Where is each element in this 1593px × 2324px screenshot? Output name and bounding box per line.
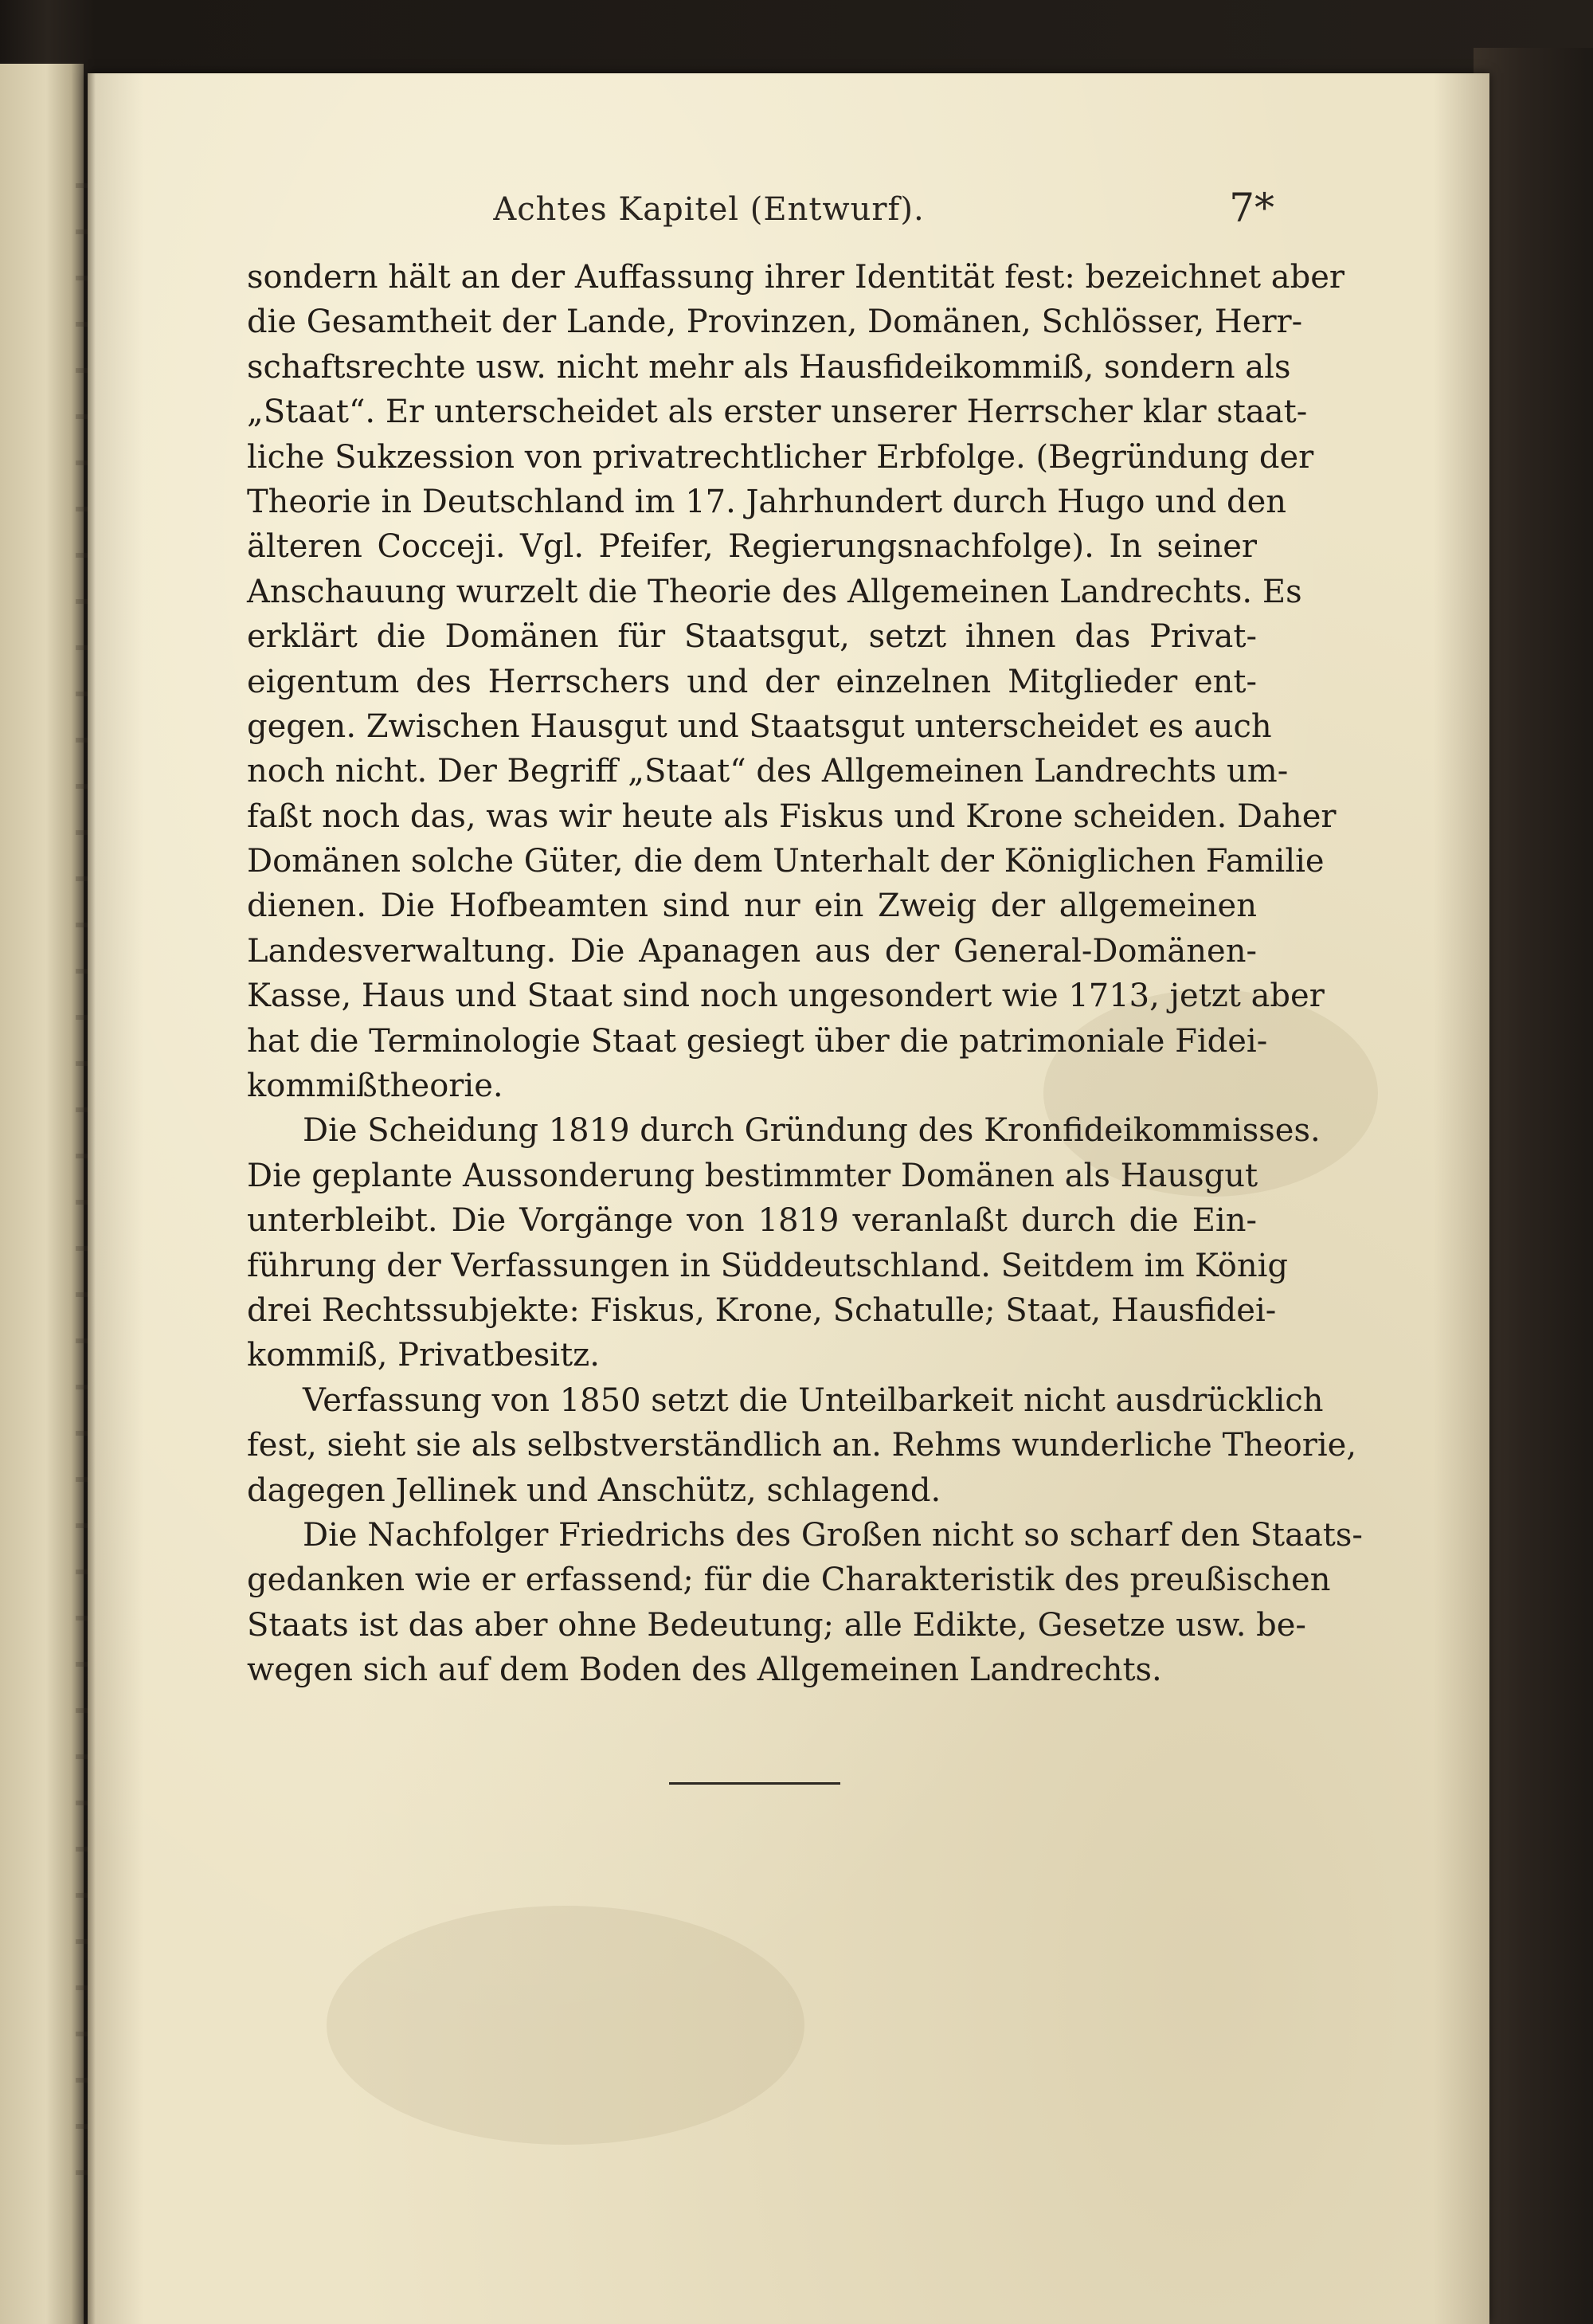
section-end-rule: [669, 1782, 840, 1785]
text-line: hat die Terminologie Staat gesiegt über die patrimoniale Fidei-: [247, 1022, 1268, 1060]
book-cover-edge: [1474, 48, 1593, 2324]
text-line: Staats ist das aber ohne Bedeutung; alle Edikte, Gesetze usw. be-: [247, 1606, 1306, 1644]
text-line: „Staat“. Er unterscheidet als erster unserer Herrscher klar staat-: [247, 394, 1308, 431]
text-line: fest, sieht sie als selbstverständlich an. Rehms wunderliche Theorie,: [247, 1427, 1357, 1464]
text-line: drei Rechtssubjekte: Fiskus, Krone, Schatulle; Staat, Hausfidei-: [247, 1291, 1277, 1329]
text-line: gedanken wie er erfassend; für die Charakteristik des preußischen: [247, 1562, 1331, 1599]
text-line: Anschauung wurzelt die Theorie des Allgemeinen Landrechts. Es: [247, 573, 1302, 610]
text-line: Theorie in Deutschland im 17. Jahrhundert durch Hugo und den: [247, 483, 1287, 520]
text-line: kommißtheorie.: [247, 1068, 503, 1105]
body-text: [247, 255, 1363, 1693]
text-line: noch nicht. Der Begriff „Staat“ des Allgemeinen Landrechts um-: [247, 753, 1289, 790]
text-line: dienen. Die Hofbeamten sind nur ein Zweig der allgemeinen: [247, 888, 1257, 925]
text-line: schaftsrechte usw. nicht mehr als Hausfideikommiß, sondern als: [247, 348, 1291, 386]
page-gutter-shadow: [88, 73, 96, 2324]
text-line: kommiß, Privatbesitz.: [247, 1337, 600, 1374]
page-number: 7*: [1229, 185, 1274, 231]
text-line: Die geplante Aussonderung bestimmter Domänen als Hausgut: [247, 1157, 1258, 1194]
text-line: Kasse, Haus und Staat sind noch ungesondert wie 1713, jetzt aber: [247, 978, 1325, 1015]
text-line: wegen sich auf dem Boden des Allgemeinen Landrechts.: [247, 1652, 1162, 1689]
text-line: eigentum des Herrschers und der einzelnen Mitglieder ent-: [247, 663, 1257, 700]
text-line: Verfassung von 1850 setzt die Unteilbarkeit nicht ausdrücklich: [303, 1381, 1324, 1419]
text-line: Die Nachfolger Friedrichs des Großen nicht so scharf den Staats-: [303, 1516, 1363, 1554]
text-line: unterbleibt. Die Vorgänge von 1819 veranlaßt durch die Ein-: [247, 1202, 1257, 1240]
text-line: Die Scheidung 1819 durch Gründung des Kronfideikommisses.: [303, 1112, 1321, 1150]
text-line: faßt noch das, was wir heute als Fiskus und Krone scheiden. Daher: [247, 798, 1337, 835]
text-line: erklärt die Domänen für Staatsgut, setzt ihnen das Privat-: [247, 618, 1257, 656]
text-line: die Gesamtheit der Lande, Provinzen, Domänen, Schlösser, Herr-: [247, 304, 1303, 341]
text-line: führung der Verfassungen in Süddeutschland. Seitdem im König: [247, 1247, 1289, 1284]
paper-stain: [327, 1906, 804, 2145]
text-line: Domänen solche Güter, die dem Unterhalt der Königlichen Familie: [247, 843, 1325, 880]
text-line: älteren Cocceji. Vgl. Pfeifer, Regierungsnachfolge). In seiner: [247, 528, 1257, 566]
left-page-edge: [0, 64, 84, 2324]
text-line: sondern hält an der Auffassung ihrer Identität fest: bezeichnet aber: [247, 259, 1345, 296]
text-line: Landesverwaltung. Die Apanagen aus der General-Domänen-: [247, 932, 1257, 970]
text-line: dagegen Jellinek und Anschütz, schlagend.: [247, 1472, 941, 1509]
text-line: liche Sukzession von privatrechtlicher Erbfolge. (Begründung der: [247, 438, 1314, 476]
text-line: gegen. Zwischen Hausgut und Staatsgut unterscheidet es auch: [247, 707, 1272, 745]
running-head: Achtes Kapitel (Entwurf).: [493, 191, 925, 228]
